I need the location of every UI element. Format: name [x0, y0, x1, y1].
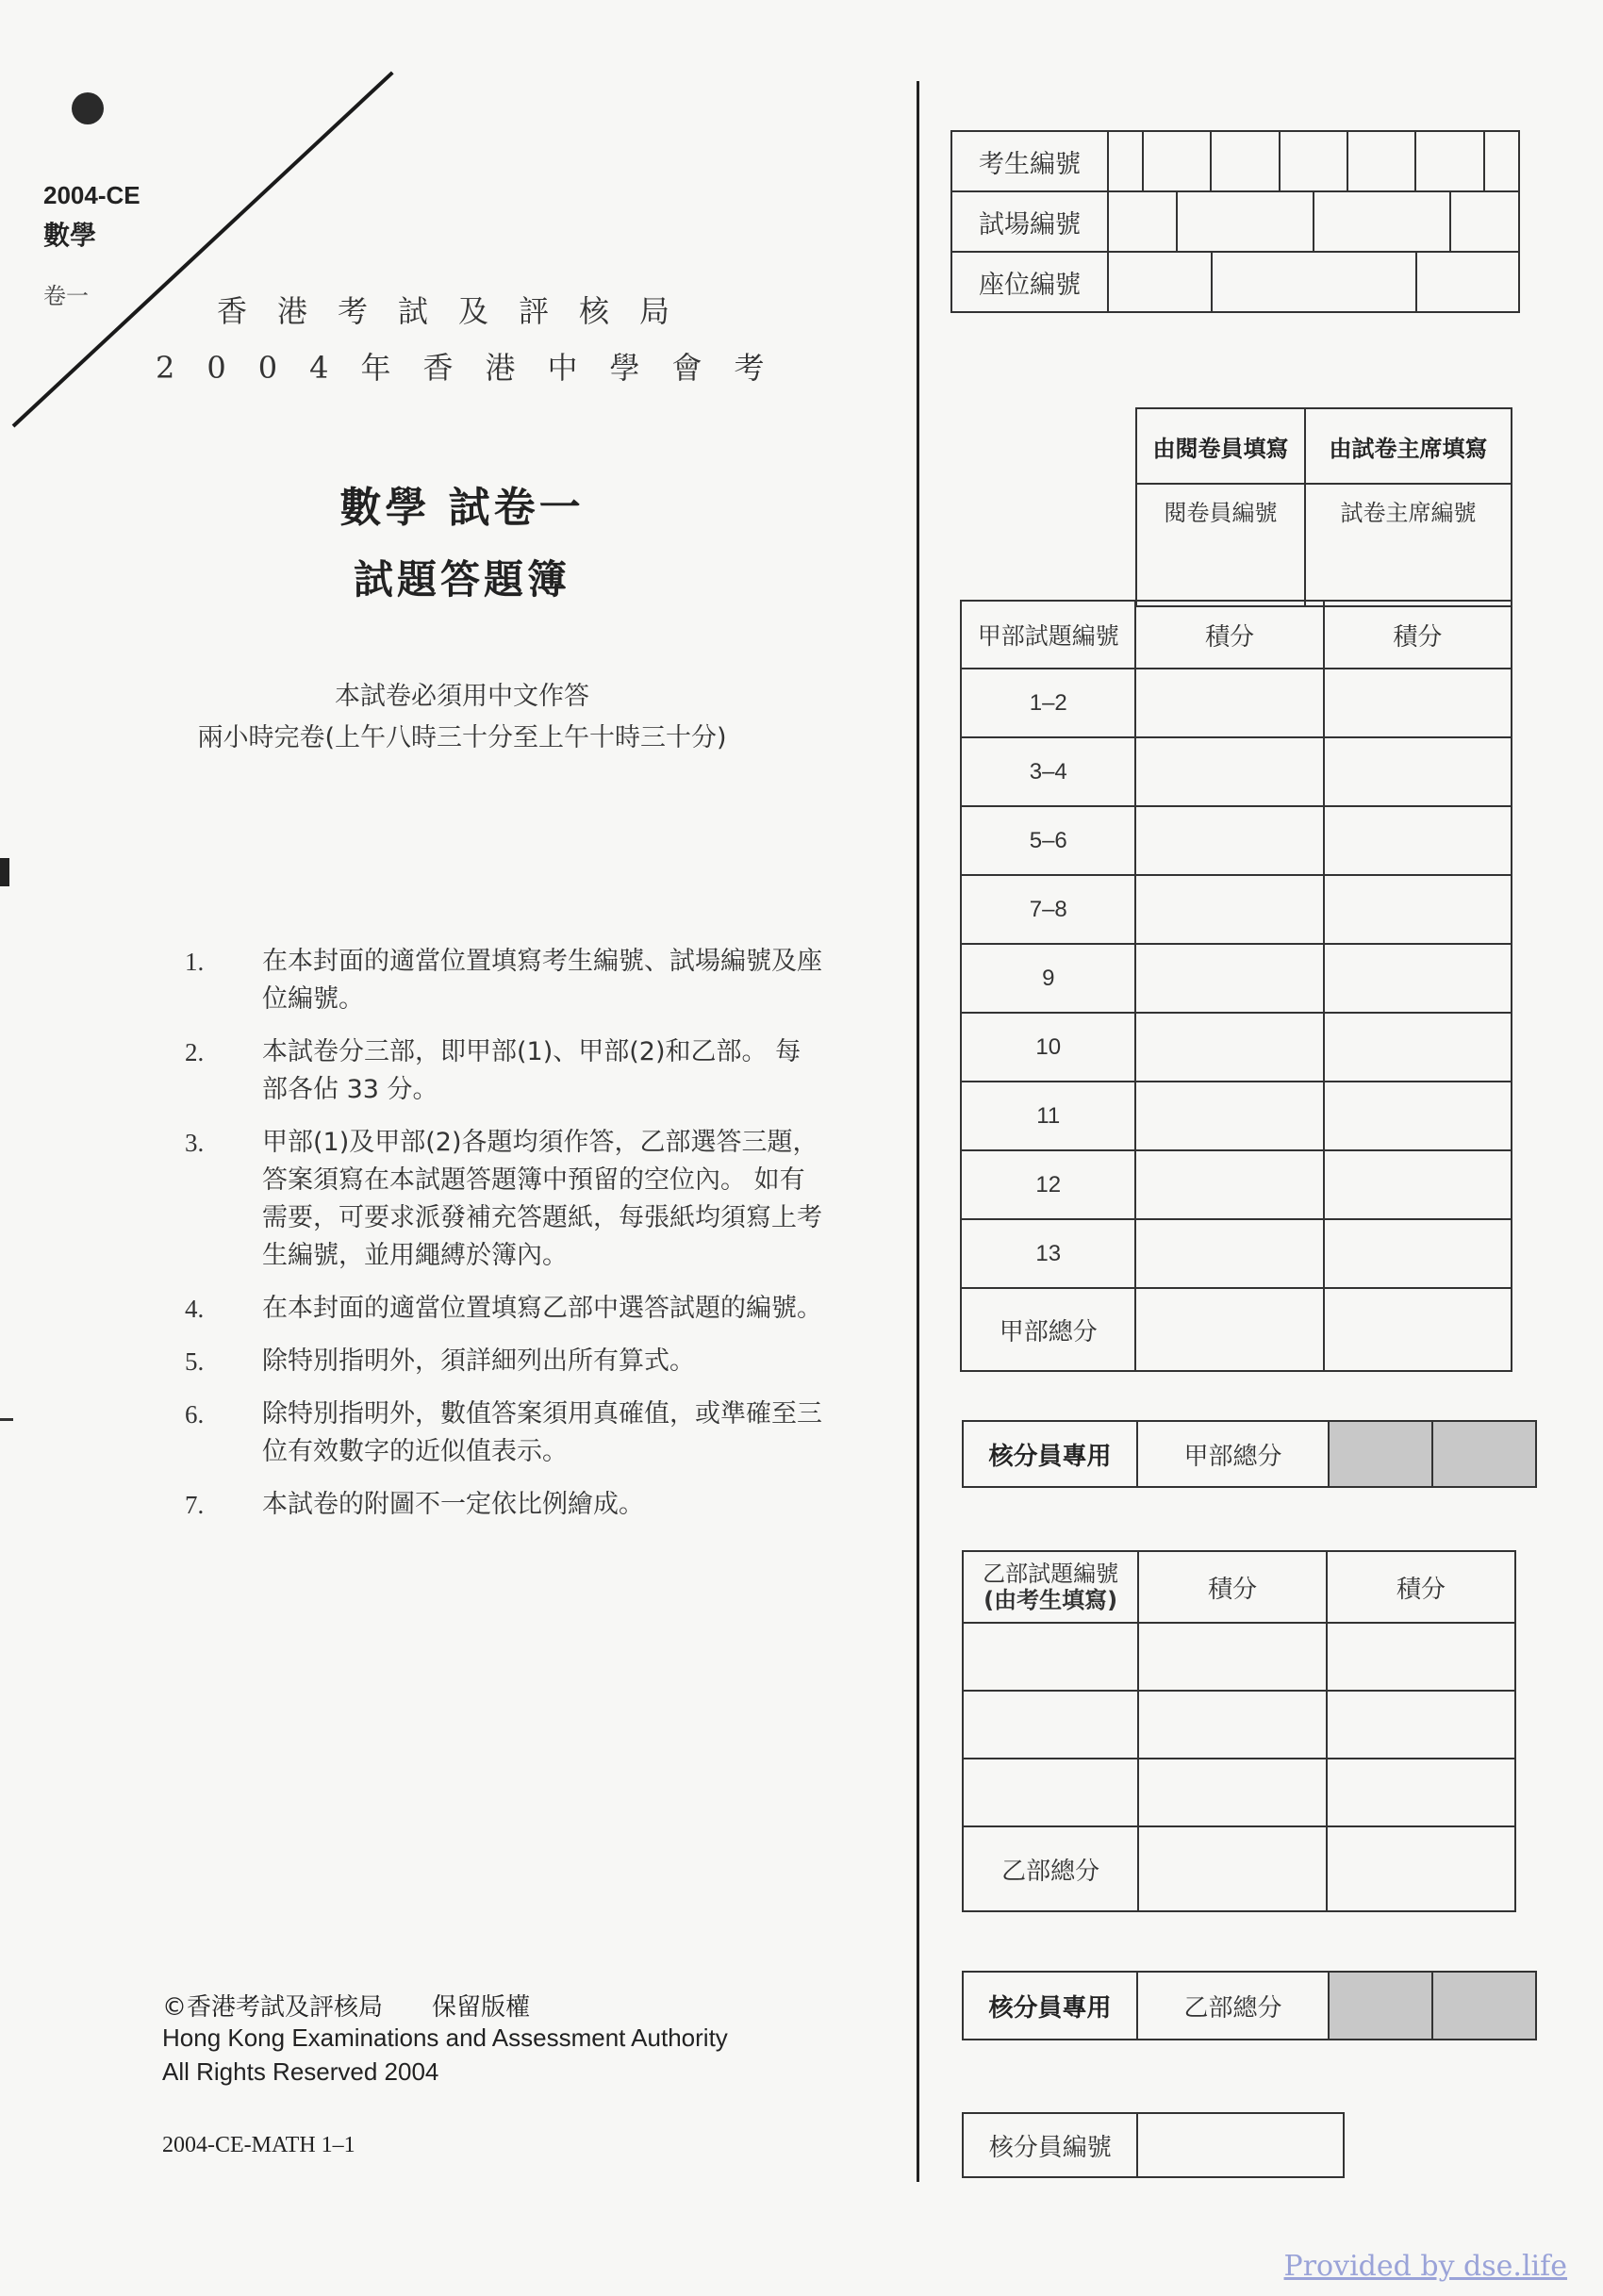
marker-score-cell[interactable] [1135, 875, 1323, 944]
centre-number-box[interactable] [1177, 192, 1314, 251]
question-row-label: 12 [961, 1150, 1135, 1219]
question-row-label: 13 [961, 1219, 1135, 1288]
section-a-total-label: 甲部總分 [961, 1288, 1135, 1371]
checker-label: 核分員專用 [963, 1421, 1137, 1487]
instruction-item [185, 943, 845, 1018]
instruction-number: 3. [185, 1129, 205, 1157]
instruction-item [185, 1290, 845, 1328]
checker-score-cell[interactable] [1432, 1972, 1536, 2040]
marks-header: 積分 [1327, 1551, 1515, 1623]
instructions-list [185, 943, 845, 1539]
chief-score-cell[interactable] [1324, 737, 1512, 806]
punch-hole [72, 92, 104, 124]
chief-score-cell[interactable] [1324, 669, 1512, 737]
seat-number-box[interactable] [1212, 253, 1416, 311]
checker-section-b-total: 乙部總分 [1137, 1972, 1329, 2040]
checker-number-field[interactable] [1137, 2113, 1344, 2177]
page-subtitle: 試題答題簿 [353, 556, 570, 603]
seat-number-label: 座位編號 [951, 252, 1108, 312]
instruction-text: 本試卷的附圖不一定依比例繪成。 [262, 1490, 644, 1519]
instruction-text: 除特別指明外，須詳細列出所有算式。 [262, 1346, 695, 1376]
candidate-number-box[interactable] [1109, 132, 1143, 190]
section-b-marks-table [962, 1550, 1516, 1912]
instruction-item [185, 1033, 845, 1109]
paper-code: 2004-CE-MATH 1–1 [162, 2133, 355, 2157]
instruction-number: 7. [185, 1491, 205, 1519]
subject-label: 數學 [43, 220, 97, 251]
chief-column-header: 由試卷主席填寫 [1305, 408, 1512, 484]
instruction-item [185, 1343, 845, 1380]
marks-header: 積分 [1324, 601, 1512, 669]
chief-score-cell[interactable] [1327, 1691, 1515, 1759]
candidate-number-box[interactable] [1484, 132, 1518, 190]
checker-number-label: 核分員編號 [963, 2113, 1137, 2177]
question-row-label: 1–2 [961, 669, 1135, 737]
checker-a-table [962, 1420, 1537, 1488]
marks-header: 積分 [1135, 601, 1323, 669]
copyright-english: Hong Kong Examinations and Assessment Authority [162, 2023, 728, 2052]
instruction-number: 5. [185, 1347, 205, 1376]
candidate-number-box[interactable] [1280, 132, 1347, 190]
checker-label: 核分員專用 [963, 1972, 1137, 2040]
candidate-number-label: 考生編號 [951, 131, 1108, 191]
marker-score-cell[interactable] [1135, 1013, 1323, 1082]
centre-number-label: 試場編號 [951, 191, 1108, 252]
section-b-header-line1: 乙部試題編號 [983, 1561, 1119, 1587]
marker-score-cell[interactable] [1135, 669, 1323, 737]
marker-score-cell[interactable] [1138, 1691, 1327, 1759]
checker-score-cell[interactable] [1329, 1972, 1432, 2040]
instruction-number: 6. [185, 1400, 205, 1429]
marker-score-cell[interactable] [1135, 1150, 1323, 1219]
chief-score-cell[interactable] [1324, 875, 1512, 944]
chief-score-cell[interactable] [1327, 1759, 1515, 1826]
marks-header: 積分 [1138, 1551, 1327, 1623]
chief-number-field[interactable]: 試卷主席編號 [1305, 484, 1512, 606]
section-b-total-label: 乙部總分 [963, 1826, 1138, 1911]
checker-score-cell[interactable] [1432, 1421, 1536, 1487]
instruction-number: 4. [185, 1295, 205, 1323]
section-b-header-line2: (由考生填寫) [983, 1587, 1118, 1613]
centre-number-box[interactable] [1109, 192, 1177, 251]
section-a-header: 甲部試題編號 [961, 601, 1135, 669]
chief-score-cell[interactable] [1324, 1013, 1512, 1082]
instruction-text: 甲部(1)及甲部(2)各題均須作答，乙部選答三題，答案須寫在本試題答題簿中預留的空位內。 如有需要，可要求派發補充答題紙，每張紙均須寫上考生編號，並用繩縛於簿內。 [262, 1128, 822, 1270]
marker-score-cell[interactable] [1138, 1623, 1327, 1691]
instruction-text: 除特別指明外，數值答案須用真確值，或準確至三位有效數字的近似值表示。 [262, 1399, 822, 1466]
marker-total-cell[interactable] [1135, 1288, 1323, 1371]
marker-score-cell[interactable] [1135, 806, 1323, 875]
chief-total-cell[interactable] [1327, 1826, 1515, 1911]
chief-total-cell[interactable] [1324, 1288, 1512, 1371]
checker-score-cell[interactable] [1329, 1421, 1432, 1487]
instruction-text: 在本封面的適當位置填寫考生編號、試場編號及座位編號。 [262, 947, 822, 1014]
checker-section-a-total: 甲部總分 [1137, 1421, 1329, 1487]
rights-reserved: All Rights Reserved 2004 [162, 2057, 439, 2086]
instruction-item [185, 1486, 845, 1524]
section-b-header [963, 1551, 1138, 1623]
checker-number-table [962, 2112, 1345, 2178]
centre-number-box[interactable] [1450, 192, 1518, 251]
chief-score-cell[interactable] [1324, 1150, 1512, 1219]
candidate-info-table [950, 130, 1520, 313]
time-note: 兩小時完卷(上午八時三十分至上午十時三十分) [197, 723, 727, 752]
candidate-number-box[interactable] [1415, 132, 1483, 190]
centre-number-box[interactable] [1314, 192, 1450, 251]
instruction-text: 本試卷分三部，即甲部(1)、甲部(2)和乙部。 每部各佔 33 分。 [262, 1037, 802, 1104]
marker-column-header: 由閱卷員填寫 [1136, 408, 1305, 484]
page-title: 數學 試卷一 [339, 484, 585, 532]
seat-number-box[interactable] [1416, 253, 1519, 311]
question-row-label: 11 [961, 1082, 1135, 1150]
seat-number-box[interactable] [1109, 253, 1212, 311]
instruction-number: 1. [185, 948, 205, 976]
authority-name: 香港考試及評核局 [217, 293, 701, 329]
question-row-label: 9 [961, 944, 1135, 1013]
question-row-label: 3–4 [961, 737, 1135, 806]
question-row-label: 7–8 [961, 875, 1135, 944]
instruction-item [185, 1396, 845, 1471]
section-a-marks-table [960, 600, 1512, 1372]
marker-header-table [1135, 407, 1512, 607]
section-b-question-number-field[interactable] [963, 1623, 1138, 1691]
copyright-chinese: ©香港考試及評核局 保留版權 [162, 1993, 531, 2022]
section-b-question-number-field[interactable] [963, 1759, 1138, 1826]
chief-score-cell[interactable] [1324, 944, 1512, 1013]
question-row-label: 10 [961, 1013, 1135, 1082]
exam-code: 2004-CE [43, 181, 140, 209]
instruction-text: 在本封面的適當位置填寫乙部中選答試題的編號。 [262, 1294, 822, 1323]
candidate-number-box[interactable] [1347, 132, 1415, 190]
marker-score-cell[interactable] [1138, 1759, 1327, 1826]
chief-score-cell[interactable] [1327, 1623, 1515, 1691]
instruction-item [185, 1124, 845, 1275]
marker-number-field[interactable]: 閱卷員編號 [1136, 484, 1305, 606]
edge-mark [0, 858, 9, 886]
page-divider [917, 81, 919, 2182]
marker-score-cell[interactable] [1135, 1082, 1323, 1150]
instruction-number: 2. [185, 1038, 205, 1066]
marker-total-cell[interactable] [1138, 1826, 1327, 1911]
marker-score-cell[interactable] [1135, 1219, 1323, 1288]
watermark-link[interactable]: Provided by dse.life [1283, 2250, 1567, 2283]
section-b-question-number-field[interactable] [963, 1691, 1138, 1759]
marker-score-cell[interactable] [1135, 944, 1323, 1013]
chief-score-cell[interactable] [1324, 1082, 1512, 1150]
candidate-number-box[interactable] [1143, 132, 1211, 190]
marker-score-cell[interactable] [1135, 737, 1323, 806]
paper-label: 卷一 [43, 283, 89, 309]
chief-score-cell[interactable] [1324, 1219, 1512, 1288]
language-note: 本試卷必須用中文作答 [335, 682, 589, 711]
exam-year: 2004年香港中學會考 [156, 350, 797, 386]
edge-mark [0, 1418, 13, 1421]
checker-b-table [962, 1971, 1537, 2040]
chief-score-cell[interactable] [1324, 806, 1512, 875]
candidate-number-box[interactable] [1211, 132, 1279, 190]
question-row-label: 5–6 [961, 806, 1135, 875]
